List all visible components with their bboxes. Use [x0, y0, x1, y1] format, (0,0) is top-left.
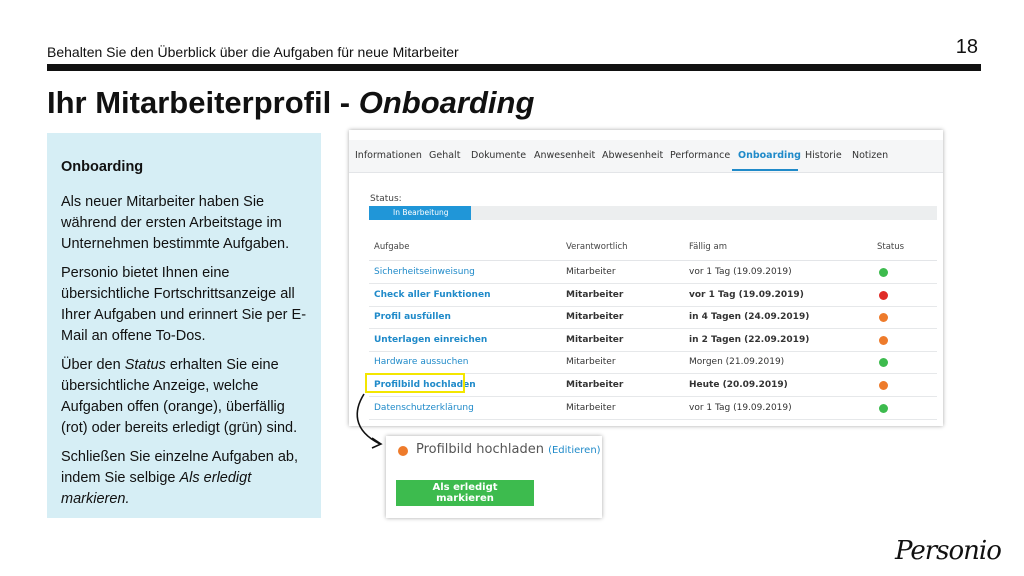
- task-link[interactable]: Sicherheitseinweisung: [374, 267, 475, 277]
- edit-link[interactable]: (Editieren): [548, 445, 601, 456]
- owner-cell: Mitarbeiter: [566, 289, 624, 300]
- tab-bar: [349, 140, 943, 173]
- info-p3-a: Über den: [61, 357, 125, 373]
- header-rule: [47, 64, 981, 71]
- title-main: Ihr Mitarbeiterprofil -: [47, 85, 359, 120]
- owner-cell: Mitarbeiter: [566, 357, 616, 368]
- active-tab-indicator: [732, 169, 798, 171]
- due-cell: Morgen (21.09.2019): [689, 357, 785, 368]
- info-p3-c: erhalten Sie eine übersichtliche Anzeige, welche Aufgaben offen (orange), überfällig (rot) oder bereits erledigt (grün) sind.: [61, 357, 298, 436]
- info-p4-a: Schließen Sie einzelne Aufgaben ab, indem Sie selbige: [61, 449, 299, 486]
- info-p3-status: Status: [124, 357, 166, 373]
- status-dot-icon: [879, 313, 888, 322]
- tab-informationen[interactable]: Informationen: [355, 150, 422, 161]
- status-dot-icon: [879, 268, 888, 277]
- due-cell: vor 1 Tag (19.09.2019): [689, 402, 792, 413]
- task-link[interactable]: Check aller Funktionen: [374, 289, 491, 300]
- column-header-status: Status: [877, 242, 905, 252]
- tab-anwesenheit[interactable]: Anwesenheit: [534, 150, 596, 161]
- table-header: [369, 240, 937, 261]
- info-paragraph-4: [61, 447, 307, 510]
- task-link[interactable]: Profilbild hochladen: [374, 380, 476, 390]
- mark-complete-button[interactable]: Als erledigt markieren: [396, 480, 534, 506]
- due-cell: vor 1 Tag (19.09.2019): [689, 289, 804, 300]
- status-value: In Bearbeitung: [393, 208, 449, 217]
- status-dot-icon: [398, 446, 408, 456]
- status-dot-icon: [879, 358, 888, 367]
- status-dot-icon: [879, 291, 888, 300]
- status-label: Status:: [370, 194, 402, 204]
- info-box: [47, 133, 321, 518]
- table-row[interactable]: [369, 397, 937, 420]
- app-screenshot: [349, 130, 943, 426]
- table-row[interactable]: [369, 374, 937, 397]
- tab-abwesenheit[interactable]: Abwesenheit: [602, 150, 664, 161]
- column-header-faellig: Fällig am: [689, 242, 727, 252]
- info-heading: Onboarding: [61, 159, 144, 175]
- info-paragraph-3: [61, 355, 307, 439]
- owner-cell: Mitarbeiter: [566, 380, 624, 390]
- status-progress-bar: [369, 206, 937, 220]
- title-italic: Onboarding: [358, 85, 535, 120]
- owner-cell: Mitarbeiter: [566, 312, 624, 323]
- table-row[interactable]: [369, 284, 937, 307]
- owner-cell: Mitarbeiter: [566, 334, 624, 345]
- info-p4-b: Als erledigt markieren.: [61, 470, 252, 507]
- column-header-verantwortlich: Verantwortlich: [566, 242, 628, 252]
- task-link[interactable]: Hardware aussuchen: [374, 357, 469, 368]
- due-cell: Heute (20.09.2019): [689, 380, 788, 390]
- owner-cell: Mitarbeiter: [566, 267, 616, 277]
- due-cell: in 2 Tagen (22.09.2019): [689, 334, 810, 345]
- task-link[interactable]: Unterlagen einreichen: [374, 334, 488, 345]
- task-detail-card: [386, 436, 602, 518]
- status-dot-icon: [879, 404, 888, 413]
- tab-gehalt[interactable]: Gehalt: [429, 150, 461, 161]
- tab-historie[interactable]: Historie: [805, 150, 842, 161]
- due-cell: in 4 Tagen (24.09.2019): [689, 312, 810, 323]
- task-link[interactable]: Profil ausfüllen: [374, 312, 451, 323]
- table-row[interactable]: [369, 306, 937, 329]
- slide-subtitle: Behalten Sie den Überblick über die Aufgaben für neue Mitarbeiter: [47, 44, 459, 60]
- card-task-name: Profilbild hochladen: [416, 442, 544, 457]
- page-number: 18: [955, 36, 978, 58]
- tab-dokumente[interactable]: Dokumente: [471, 150, 527, 161]
- table-row[interactable]: [369, 329, 937, 352]
- table-row[interactable]: [369, 351, 937, 374]
- tab-onboarding[interactable]: Onboarding: [738, 150, 801, 161]
- info-paragraph-2: Personio bietet Ihnen eine übersichtliche Fortschrittsanzeige all Ihrer Aufgaben und erinnert Sie per E-Mail an offene To-Dos.: [61, 265, 307, 344]
- table-row[interactable]: [369, 261, 937, 284]
- column-header-aufgabe: Aufgabe: [374, 242, 410, 252]
- slide-title: [47, 85, 534, 121]
- personio-logo: Personio: [895, 536, 1001, 566]
- tab-performance[interactable]: Performance: [670, 150, 731, 161]
- task-link[interactable]: Datenschutzerklärung: [374, 402, 474, 413]
- card-title: [416, 442, 601, 457]
- info-paragraph-1: Als neuer Mitarbeiter haben Sie während der ersten Arbeitstage im Unternehmen bestimmte Aufgaben.: [61, 194, 290, 252]
- status-dot-icon: [879, 381, 888, 390]
- task-highlight: [365, 373, 465, 393]
- owner-cell: Mitarbeiter: [566, 402, 616, 413]
- due-cell: vor 1 Tag (19.09.2019): [689, 267, 792, 277]
- arrow-pointer-icon: [350, 392, 390, 452]
- status-dot-icon: [879, 336, 888, 345]
- tab-notizen[interactable]: Notizen: [852, 150, 889, 161]
- status-progress-fill: [369, 206, 471, 220]
